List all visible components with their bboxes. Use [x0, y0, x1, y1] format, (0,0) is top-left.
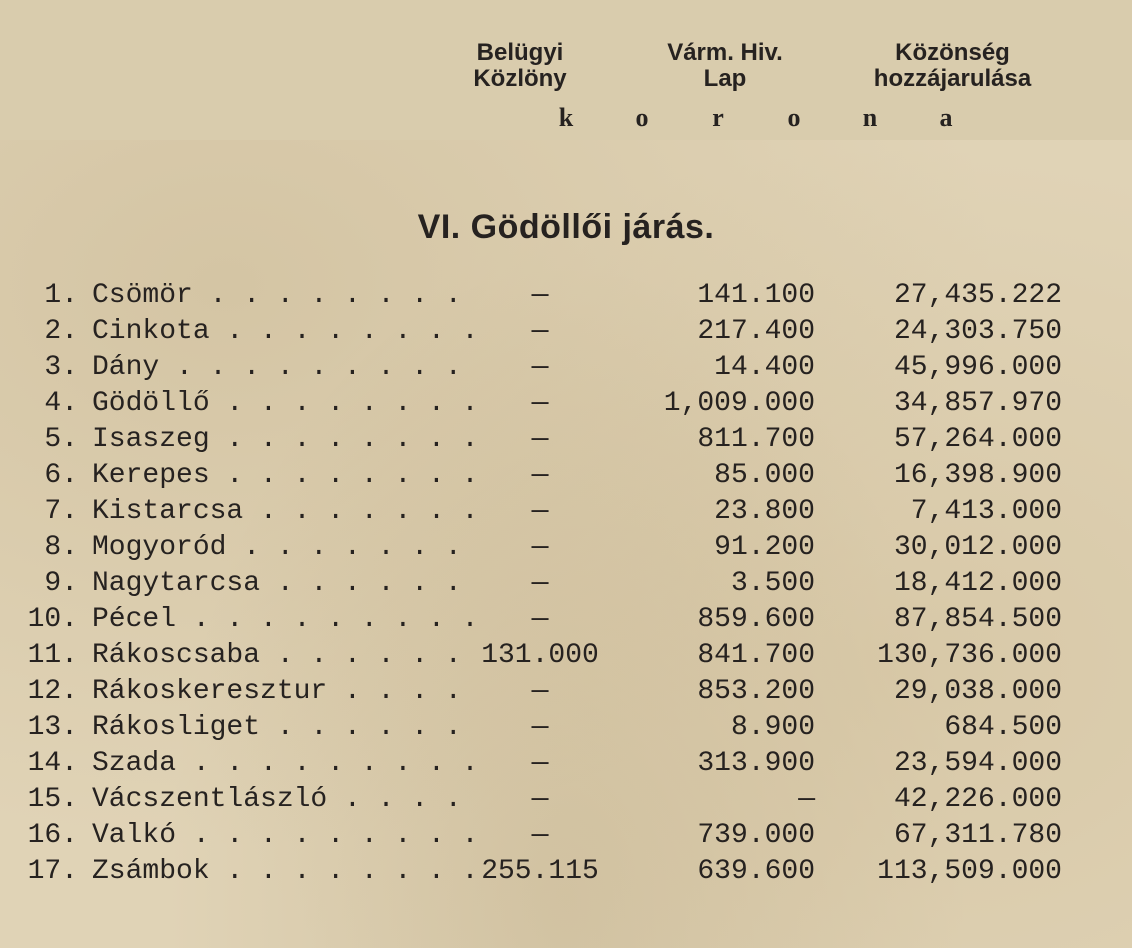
locality-name: Pécel . . .: [92, 602, 472, 638]
locality-name: Dány . . .: [92, 350, 472, 386]
row-number: 17.: [27, 856, 78, 887]
column-header-belugyi-kozlony: [445, 40, 595, 92]
table-row: [0, 818, 1132, 854]
locality-name: Kistarcsa . . .: [92, 494, 472, 530]
unit-label-korona: [556, 103, 956, 133]
varm-value: 23.800: [714, 496, 815, 527]
table-row: [0, 422, 1132, 458]
varm-value: 811.700: [697, 424, 815, 455]
row-number: 4.: [44, 388, 78, 419]
belugyi-value: —: [531, 424, 549, 455]
row-number: 7.: [44, 496, 78, 527]
table-row: [0, 782, 1132, 818]
kozonseg-value: 684.500: [944, 712, 1062, 743]
kozonseg-value: 30,012.000: [893, 532, 1062, 563]
column-header-varm-hiv-lap: [630, 40, 820, 92]
belugyi-value: —: [531, 352, 549, 383]
row-number: 15.: [27, 784, 78, 815]
varm-value: 91.200: [714, 532, 815, 563]
varm-value: 1,009.000: [663, 388, 815, 419]
belugyi-value: —: [531, 748, 549, 779]
kozonseg-value: 23,594.000: [893, 748, 1062, 779]
varm-value: 739.000: [697, 820, 815, 851]
kozonseg-value: 24,303.750: [893, 316, 1062, 347]
table-row: [0, 458, 1132, 494]
belugyi-value: —: [531, 604, 549, 635]
unit-letter: n: [862, 103, 878, 132]
kozonseg-value: 130,736.000: [877, 640, 1062, 671]
kozonseg-value: 7,413.000: [910, 496, 1062, 527]
table-row: [0, 278, 1132, 314]
kozonseg-value: 57,264.000: [893, 424, 1062, 455]
belugyi-value: 255.115: [481, 856, 599, 887]
unit-letter: a: [939, 103, 953, 132]
belugyi-value: —: [531, 496, 549, 527]
unit-letter: o: [787, 103, 801, 132]
table-row: [0, 746, 1132, 782]
kozonseg-value: 42,226.000: [893, 784, 1062, 815]
varm-value: 3.500: [730, 568, 815, 599]
table-row: [0, 638, 1132, 674]
belugyi-value: —: [531, 460, 549, 491]
row-number: 16.: [27, 820, 78, 851]
kozonseg-value: 67,311.780: [893, 820, 1062, 851]
table-row: [0, 350, 1132, 386]
column-header-line: Közlöny: [473, 65, 567, 92]
varm-value: 853.200: [697, 676, 815, 707]
varm-value: 639.600: [697, 856, 815, 887]
varm-value: 859.600: [697, 604, 815, 635]
table-row: [0, 314, 1132, 350]
table-row: [0, 854, 1132, 890]
varm-value: 217.400: [697, 316, 815, 347]
row-number: 1.: [44, 280, 78, 311]
locality-name: Rákoscsaba . . .: [92, 638, 472, 674]
table-row: [0, 602, 1132, 638]
kozonseg-value: 113,509.000: [877, 856, 1062, 887]
belugyi-value: —: [531, 388, 549, 419]
row-number: 8.: [44, 532, 78, 563]
column-header-line: Közönség: [895, 39, 1010, 66]
locality-name: Cinkota . . .: [92, 314, 472, 350]
locality-name: Kerepes . . .: [92, 458, 472, 494]
kozonseg-value: 29,038.000: [893, 676, 1062, 707]
row-number: 9.: [44, 568, 78, 599]
unit-letter: o: [635, 103, 649, 132]
row-number: 2.: [44, 316, 78, 347]
column-header-line: Belügyi: [476, 39, 564, 66]
varm-value: 313.900: [697, 748, 815, 779]
locality-name: Csömör . . .: [92, 278, 472, 314]
row-number: 12.: [27, 676, 78, 707]
kozonseg-value: 16,398.900: [893, 460, 1062, 491]
row-number: 10.: [27, 604, 78, 635]
row-number: 11.: [27, 640, 78, 671]
locality-name: Isaszeg . . .: [92, 422, 472, 458]
column-header-kozonseg-hozzajarulasa: [835, 40, 1070, 92]
table-row: [0, 530, 1132, 566]
belugyi-value: —: [531, 820, 549, 851]
row-number: 13.: [27, 712, 78, 743]
row-number: 5.: [44, 424, 78, 455]
varm-value: 841.700: [697, 640, 815, 671]
row-number: 6.: [44, 460, 78, 491]
belugyi-value: —: [531, 784, 549, 815]
locality-name: Nagytarcsa . . .: [92, 566, 472, 602]
column-header-line: Lap: [703, 65, 747, 92]
kozonseg-value: 27,435.222: [893, 280, 1062, 311]
locality-name: Valkó . . .: [92, 818, 472, 854]
varm-value: 141.100: [697, 280, 815, 311]
column-header-line: Várm. Hiv.: [667, 39, 783, 66]
belugyi-value: —: [531, 280, 549, 311]
belugyi-value: —: [531, 532, 549, 563]
varm-value: —: [798, 784, 815, 815]
belugyi-value: —: [531, 316, 549, 347]
unit-letter: r: [712, 103, 724, 132]
table-row: [0, 494, 1132, 530]
kozonseg-value: 18,412.000: [893, 568, 1062, 599]
table-row: [0, 386, 1132, 422]
unit-letter: k: [558, 103, 574, 132]
locality-name: Rákosliget . . .: [92, 710, 472, 746]
kozonseg-value: 87,854.500: [893, 604, 1062, 635]
belugyi-value: —: [531, 568, 549, 599]
table-row: [0, 674, 1132, 710]
locality-name: Rákoskeresztur . . .: [92, 674, 472, 710]
kozonseg-value: 45,996.000: [893, 352, 1062, 383]
locality-name: Szada . . .: [92, 746, 472, 782]
belugyi-value: —: [531, 676, 549, 707]
varm-value: 8.900: [730, 712, 815, 743]
kozonseg-value: 34,857.970: [893, 388, 1062, 419]
table-body: [0, 278, 1132, 890]
varm-value: 14.400: [714, 352, 815, 383]
section-title: VI. Gödöllői járás.: [417, 208, 715, 246]
belugyi-value: —: [531, 712, 549, 743]
table-row: [0, 710, 1132, 746]
row-number: 14.: [27, 748, 78, 779]
varm-value: 85.000: [714, 460, 815, 491]
locality-name: Zsámbok . . .: [92, 854, 472, 890]
belugyi-value: 131.000: [481, 640, 599, 671]
column-header-line: hozzájarulása: [873, 65, 1032, 92]
locality-name: Vácszentlászló . . .: [92, 782, 472, 818]
locality-name: Gödöllő . . .: [92, 386, 472, 422]
table-row: [0, 566, 1132, 602]
locality-name: Mogyoród . . .: [92, 530, 472, 566]
row-number: 3.: [44, 352, 78, 383]
